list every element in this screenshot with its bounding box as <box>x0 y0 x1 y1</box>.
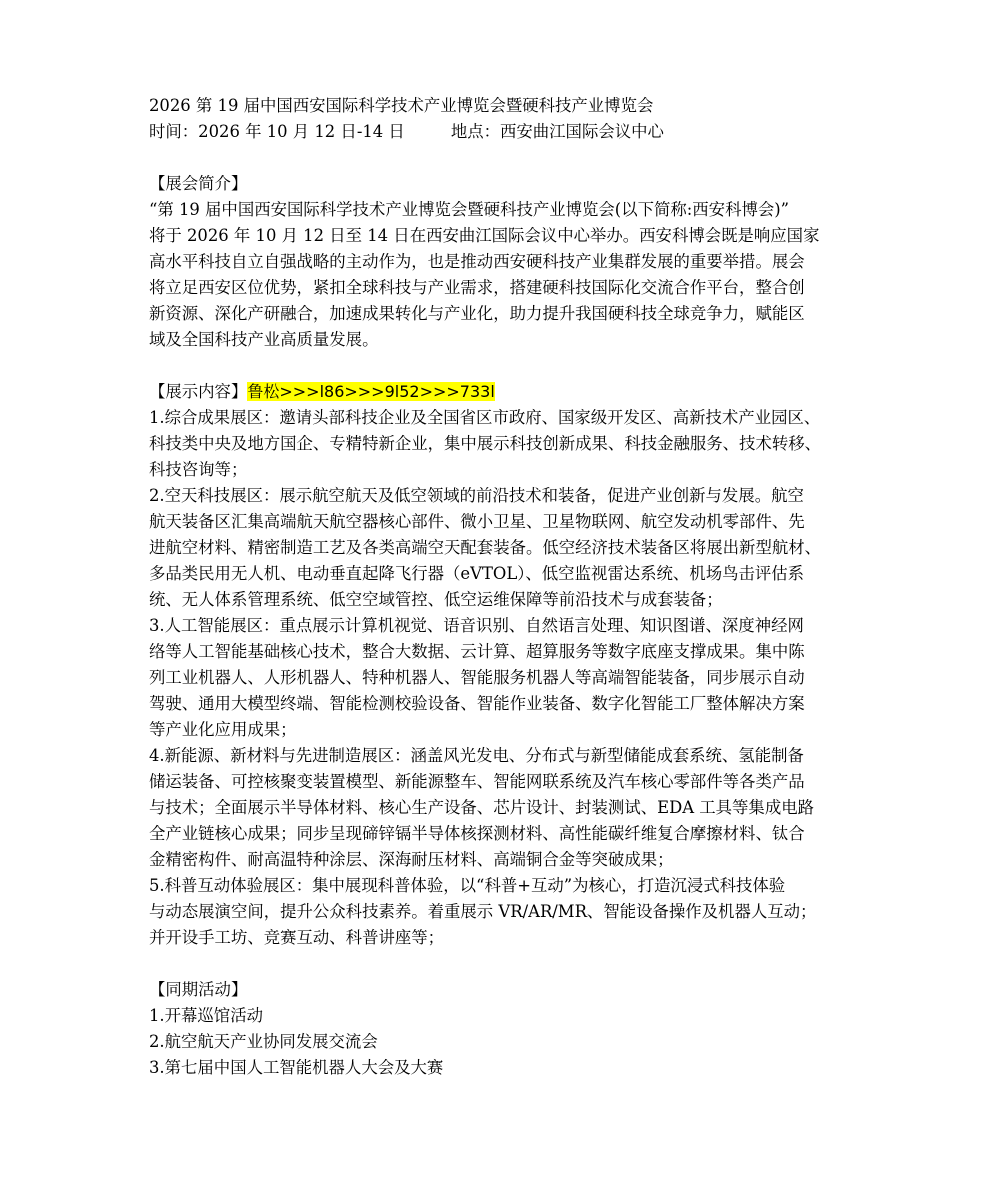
exhibits-heading: 【展示内容】 <box>149 382 248 401</box>
intro-heading: 【展会简介】 <box>149 174 248 193</box>
zone-line: 1.综合成果展区：邀请头部科技企业及全国省区市政府、国家级开发区、高新技术产业园区、 <box>149 408 821 427</box>
events-list <box>149 1003 849 1081</box>
intro-line: 将于 2026 年 10 月 12 日至 14 日在西安曲江国际会议中心举办。西安科博会既是响应国家 <box>149 226 820 245</box>
event-time: 时间：2026 年 10 月 12 日-14 日 <box>149 122 405 141</box>
zone-line: 列工业机器人、人形机器人、特种机器人、智能服务机器人等高端智能装备，同步展示自动 <box>149 668 805 687</box>
zone-line: 储运装备、可控核聚变装置模型、新能源整车、智能网联系统及汽车核心零部件等各类产品 <box>149 772 805 791</box>
event-location: 地点：西安曲江国际会议中心 <box>450 122 664 141</box>
zone-line: 进航空材料、精密制造工艺及各类高端空天配套装备。低空经济技术装备区将展出新型航材、 <box>149 538 822 557</box>
exhibit-zone-science-popularization <box>149 873 849 951</box>
zone-line: 与动态展演空间，提升公众科技素养。着重展示 VR/AR/MR、智能设备操作及机器人互动； <box>149 902 817 921</box>
zone-line: 多品类民用无人机、电动垂直起降飞行器（eVTOL）、低空监视雷达系统、机场鸟击评估系 <box>149 564 805 583</box>
event-item: 3.第七届中国人工智能机器人大会及大赛 <box>149 1058 444 1077</box>
event-item: 2.航空航天产业协同发展交流会 <box>149 1032 378 1051</box>
events-heading: 【同期活动】 <box>149 980 248 999</box>
zone-line: 络等人工智能基础核心技术，整合大数据、云计算、超算服务等数字底座支撑成果。集中陈 <box>149 642 805 661</box>
exhibit-zone-energy-materials <box>149 743 849 873</box>
intro-line: 新资源、深化产研融合，加速成果转化与产业化，助力提升我国硬科技全球竞争力，赋能区 <box>149 304 805 323</box>
intro-line: 域及全国科技产业高质量发展。 <box>149 330 379 349</box>
document-title: 2026 第 19 届中国西安国际科学技术产业博览会暨硬科技产业博览会 <box>149 96 654 115</box>
zone-line: 等产业化应用成果； <box>149 720 297 739</box>
exhibit-zone-aerospace <box>149 483 849 613</box>
zone-line: 2.空天科技展区：展示航空航天及低空领域的前沿技术和装备，促进产业创新与发展。航空 <box>149 486 804 505</box>
zone-line: 航天装备区汇集高端航天航空器核心部件、微小卫星、卫星物联网、航空发动机零部件、先 <box>149 512 805 531</box>
event-info-line <box>149 119 849 145</box>
zone-line: 并开设手工坊、竞赛互动、科普讲座等； <box>149 928 445 947</box>
document-page <box>149 93 849 1081</box>
intro-line: 将立足西安区位优势，紧扣全球科技与产业需求，搭建硬科技国际化交流合作平台，整合创 <box>149 278 805 297</box>
blank-line <box>149 353 849 379</box>
exhibit-zone-list <box>149 405 849 951</box>
exhibits-heading-line <box>149 379 849 405</box>
zone-line: 全产业链核心成果；同步呈现碲锌镉半导体核探测材料、高性能碳纤维复合摩擦材料、钛合 <box>149 824 805 843</box>
zone-line: 驾驶、通用大模型终端、智能检测校验设备、智能作业装备、数字化智能工厂整体解决方案 <box>149 694 805 713</box>
intro-line: 高水平科技自立自强战略的主动作为，也是推动西安硬科技产业集群发展的重要举措。展会 <box>149 252 805 271</box>
exhibit-zone-comprehensive <box>149 405 849 483</box>
zone-line: 统、无人体系管理系统、低空空域管控、低空运维保障等前沿技术与成套装备； <box>149 590 723 609</box>
intro-paragraph <box>149 197 849 353</box>
zone-line: 与技术；全面展示半导体材料、核心生产设备、芯片设计、封装测试、EDA 工具等集成电路 <box>149 798 814 817</box>
zone-line: 科技咨询等； <box>149 460 248 479</box>
blank-line <box>149 951 849 977</box>
event-item: 1.开幕巡馆活动 <box>149 1006 263 1025</box>
zone-line: 4.新能源、新材料与先进制造展区：涵盖风光发电、分布式与新型储能成套系统、氢能制备 <box>149 746 804 765</box>
zone-line: 5.科普互动体验展区：集中展现科普体验，以“科普+互动”为核心，打造沉浸式科技体验 <box>149 876 786 895</box>
intro-line: “第 19 届中国西安国际科学技术产业博览会暨硬科技产业博览会(以下简称:西安科博会)” <box>149 200 790 219</box>
zone-line: 科技类中央及地方国企、专精特新企业，集中展示科技创新成果、科技金融服务、技术转移、 <box>149 434 822 453</box>
exhibit-zone-ai <box>149 613 849 743</box>
contact-highlight: 鲁松>>>l86>>>9l52>>>733l <box>247 382 495 401</box>
blank-line <box>149 145 849 171</box>
zone-line: 金精密构件、耐高温特种涂层、深海耐压材料、高端铜合金等突破成果； <box>149 850 674 869</box>
zone-line: 3.人工智能展区：重点展示计算机视觉、语音识别、自然语言处理、知识图谱、深度神经网 <box>149 616 804 635</box>
